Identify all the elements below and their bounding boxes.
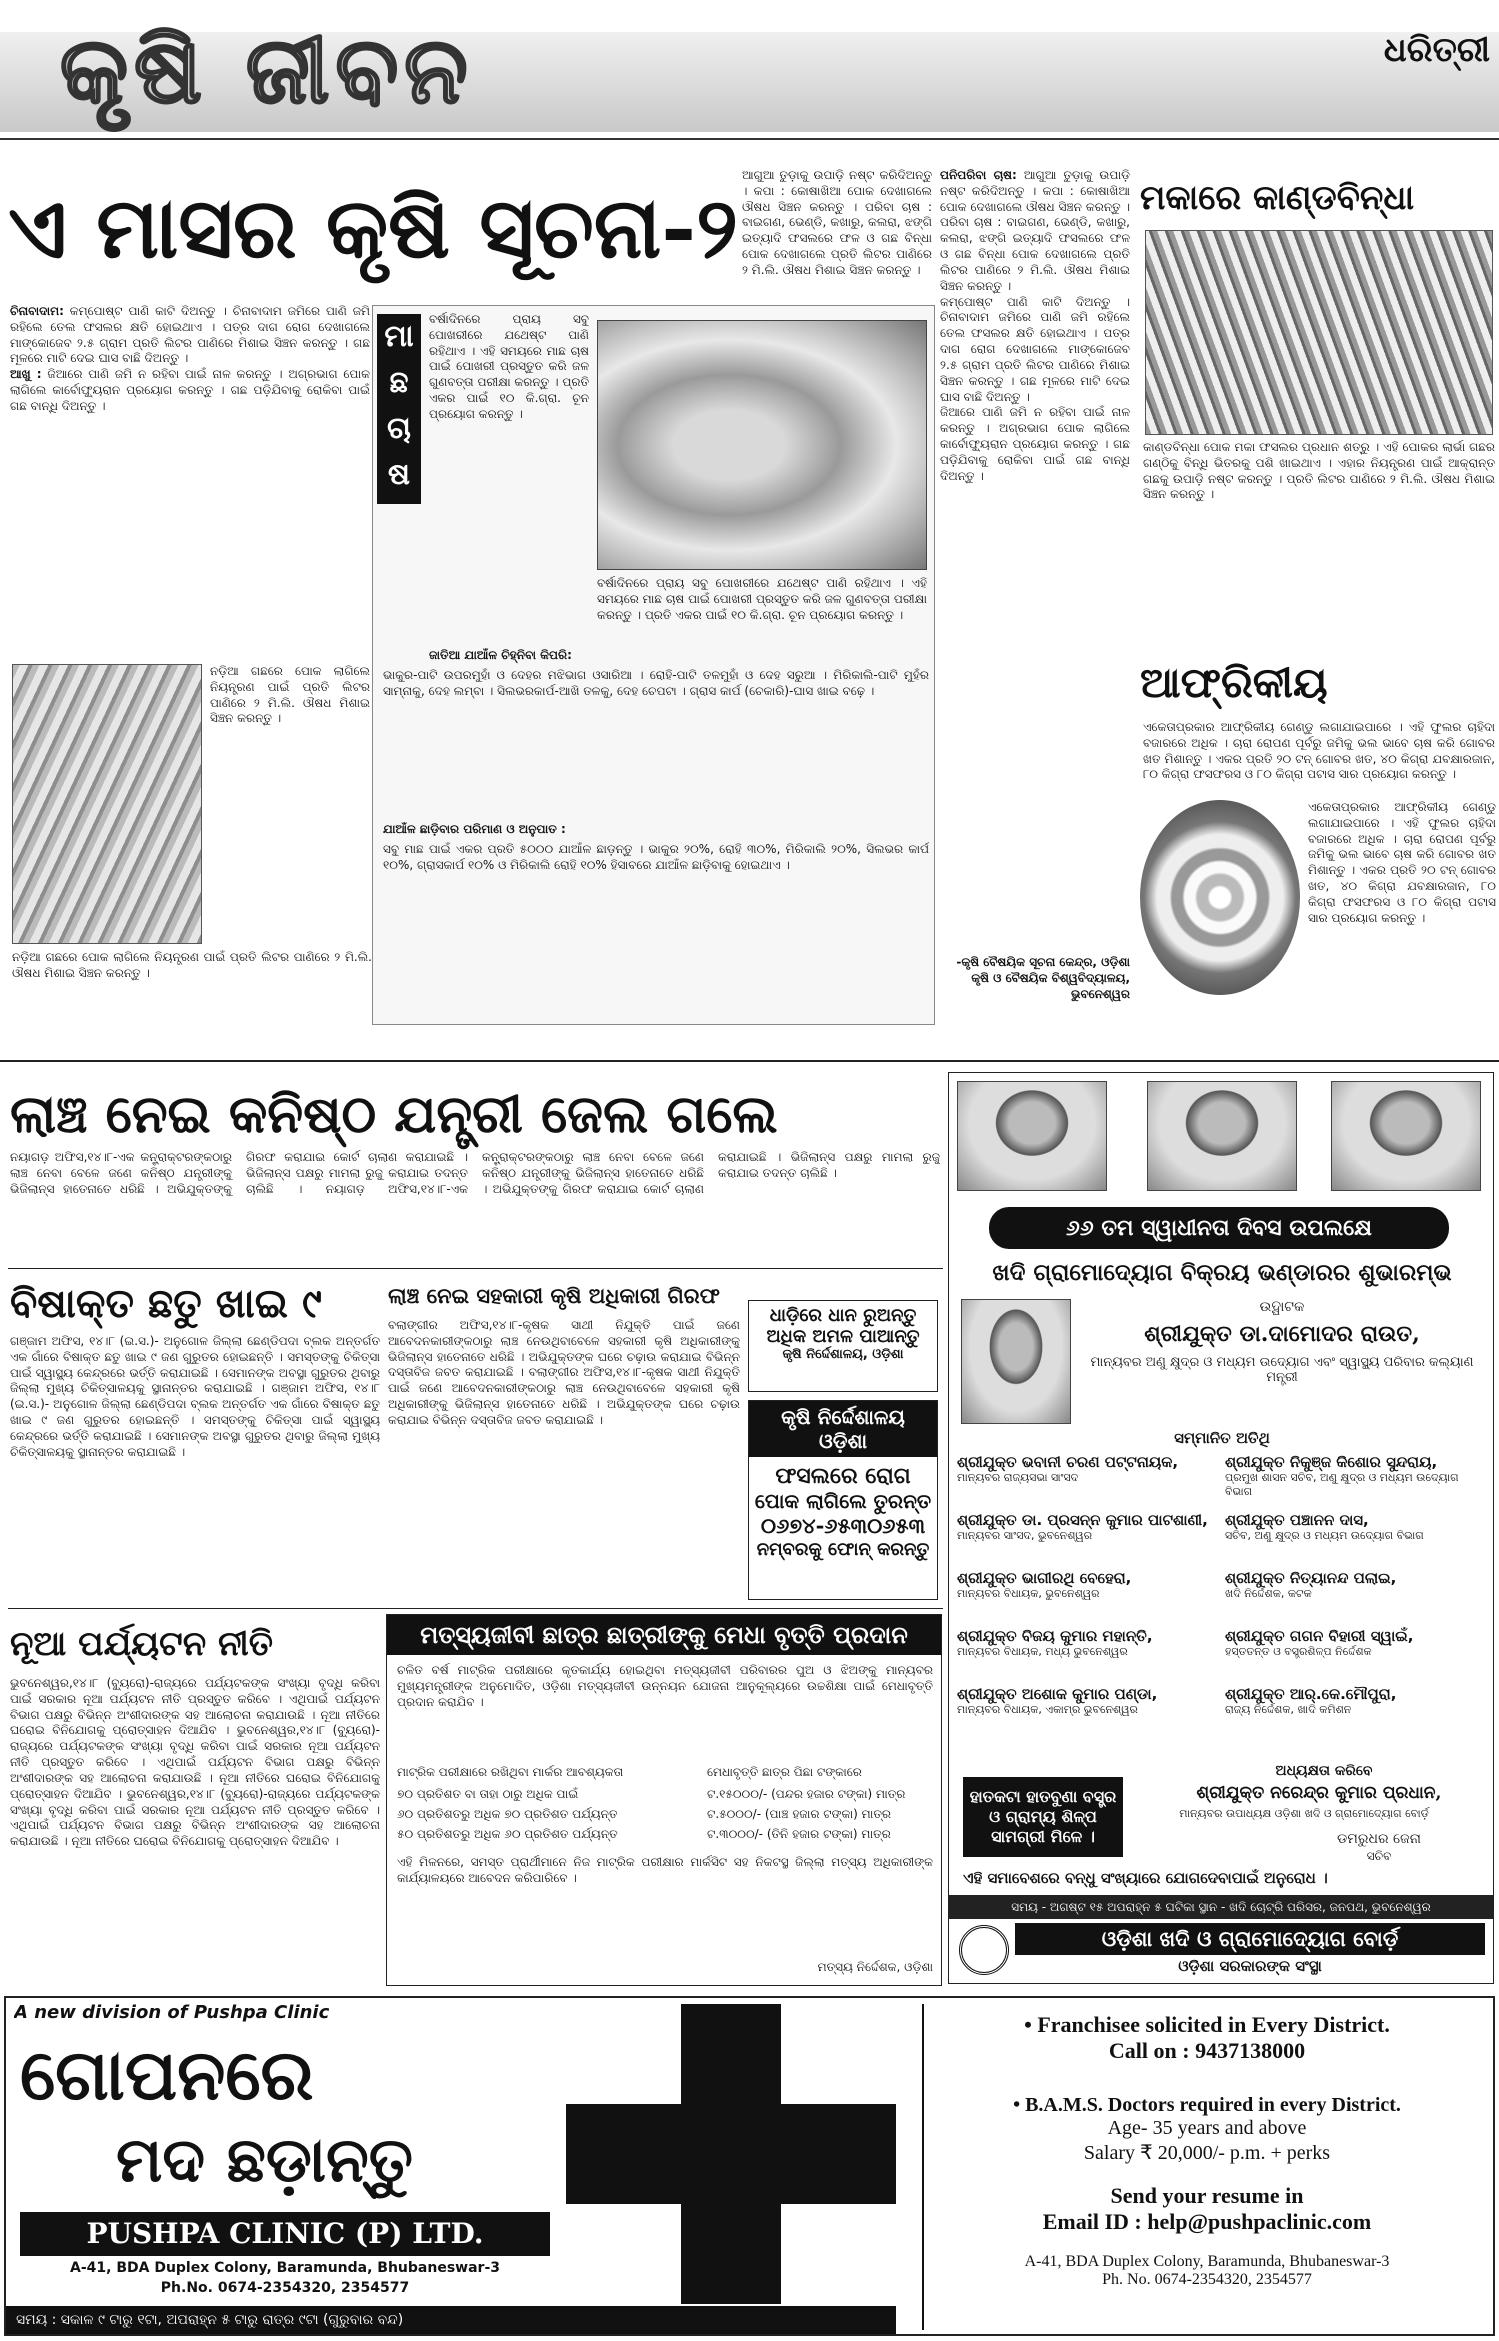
coconut-text: ନଡ଼ିଆ ଗଛରେ ପୋକ ଲାଗିଲେ ନିୟନ୍ତ୍ରଣ ପାଇଁ ପ୍ରତି ଲିଟର ପାଣିରେ ୨ ମି.ଲି. ଔଷଧ ମିଶାଇ ସିଞ୍ଚନ କରନ୍ତୁ । [210, 664, 370, 726]
medical-cross-icon [566, 2004, 896, 2304]
pushpa-headline-1: ଗୋପନରେ [20, 2033, 314, 2116]
section-title: କୃଷି ଜୀବନ [60, 16, 474, 124]
tourism-text: ଭୁବନେଶ୍ୱର,୧୪।୮ (ବ୍ୟୁରୋ)-ରାଜ୍ୟରେ ପର୍ଯ୍ୟଟକଙ୍କ ସଂଖ୍ୟା ବୃଦ୍ଧି କରିବା ପାଇଁ ସରକାର ନୂଆ ପର୍ଯ୍ୟଟନ ନୀତି ପ୍ରସ୍ତୁତ କରିବେ । ଏଥିପାଇଁ ପର୍ଯ୍ୟଟନ ବିଭାଗ ପକ୍ଷରୁ ବିଭିନ୍ନ ଅଂଶୀଦାରଙ୍କ ସହ ଆଲୋଚନା କରାଯାଉଛି । ନୂଆ ନୀତିରେ ଘରୋଇ ବିନିଯୋଗକୁ ପ୍ରୋତ୍ସାହନ ଦିଆଯିବ । ଭୁବନେଶ୍ୱର,୧୪।୮ (ବ୍ୟୁରୋ)-ରାଜ୍ୟରେ ପର୍ଯ୍ୟଟକଙ୍କ ସଂଖ୍ୟା ବୃଦ୍ଧି କରିବା ପାଇଁ ସରକାର ନୂଆ ପର୍ଯ୍ୟଟନ ନୀତି ପ୍ରସ୍ତୁତ କରିବେ । ଏଥିପାଇଁ ପର୍ଯ୍ୟଟନ ବିଭାଗ ପକ୍ଷରୁ ବିଭିନ୍ନ ଅଂଶୀଦାରଙ୍କ ସହ ଆଲୋଚନା କରାଯାଉଛି । ନୂଆ ନୀତିରେ ଘରୋଇ ବିନିଯୋଗକୁ ପ୍ରୋତ୍ସାହନ ଦିଆଯିବ । ଭୁବନେଶ୍ୱର,୧୪।୮ (ବ୍ୟୁରୋ)-ରାଜ୍ୟରେ ପର୍ଯ୍ୟଟକଙ୍କ ସଂଖ୍ୟା ବୃଦ୍ଧି କରିବା ପାଇଁ ସରକାର ନୂଆ ପର୍ଯ୍ୟଟନ ନୀତି ପ୍ରସ୍ତୁତ କରିବେ । ଏଥିପାଇଁ ପର୍ଯ୍ୟଟନ ବିଭାଗ ପକ୍ଷରୁ ବିଭିନ୍ନ ଅଂଶୀଦାରଙ୍କ ସହ ଆଲୋଚନା କରାଯାଉଛି । ନୂଆ ନୀତିରେ ଘରୋଇ ବିନିଯୋଗକୁ ପ୍ରୋତ୍ସାହନ ଦିଆଯିବ । [10, 1676, 380, 1849]
pushpa-headline-2: ମଦ ଛଡ଼ାନ୍ତୁ [116, 2123, 413, 2196]
fish-intro-2: ବର୍ଷାଦିନରେ ପ୍ରାୟ ସବୁ ପୋଖରୀରେ ଯଥେଷ୍ଟ ପାଣି ରହିଥାଏ । ଏହି ସମୟରେ ମାଛ ଚାଷ ପାଇଁ ପୋଖରୀ ପ୍ରସ୍ତୁତ କରି ଜଳ ଗୁଣବତ୍ତା ପରୀକ୍ଷା କରନ୍ତୁ । ପ୍ରତି ଏକର ପାଇଁ ୧୦ କି.ଗ୍ରା. ଚୂନ ପ୍ରୟୋଗ କରନ୍ତୁ । [597, 576, 927, 622]
mushroom-title: ବିଷାକ୍ତ ଛତୁ ଖାଇ ୯ [10, 1280, 322, 1327]
leader-portrait [1147, 1081, 1297, 1191]
fish-section [372, 305, 935, 1025]
scholarship-title: ମତ୍ସ୍ୟଜୀବୀ ଛାତ୍ର ଛାତ୍ରୀଙ୍କୁ ମେଧା ବୃତ୍ତି ପ୍ରଦାନ [387, 1615, 941, 1655]
franchise-line: • Franchisee solicited in Every District. [1024, 2012, 1390, 2037]
vegetable-text: ଆଗୁଆ ତୁଡ଼ାକୁ ଉପାଡ଼ି ନଷ୍ଟ କରିଦିଅନ୍ତୁ । କପା : କୋଷାଖିଆ ପୋକ ଦେଖାଗଲେ ଔଷଧ ସିଞ୍ଚନ କରନ୍ତୁ । ପରିବା ଚାଷ : ବାଇଗଣ, ଭେଣ୍ଡି, କଖାରୁ, କଲରା, ଝଙ୍ଗି ଇତ୍ୟାଦି ଫସଲରେ ଫଳ ଓ ଗଛ ବିନ୍ଧା ପୋକ ଦେଖାଗଲେ ପ୍ରତି ଲିଟର ପାଣିରେ ୨ ମି.ଲି. ଔଷଧ ମିଶାଇ ସିଞ୍ଚନ କରନ୍ତୁ । [940, 168, 1130, 293]
fish-subhead: ଜାତିଆ ଯାଆଁଳ ଚିହ୍ନିବା କିପରି: [429, 648, 572, 662]
fish-vertical-label: ମା ଛ ଚା ଷ [377, 314, 421, 504]
main-article-col3: ପନିପରିବା ଚାଷ: ଆଗୁଆ ତୁଡ଼ାକୁ ଉପାଡ଼ି ନଷ୍ଟ କରିଦିଅନ୍ତୁ । କପା : କୋଷାଖିଆ ପୋକ ଦେଖାଗଲେ ଔଷଧ ସିଞ୍ଚନ କରନ୍ତୁ । ପରିବା ଚାଷ : ବାଇଗଣ, ଭେଣ୍ଡି, କଖାରୁ, କଲରା, ଝଙ୍ଗି ଇତ୍ୟାଦି ଫସଲରେ ଫଳ ଓ ଗଛ ବିନ୍ଧା ପୋକ ଦେଖାଗଲେ ପ୍ରତି ଲିଟର ପାଣିରେ ୨ ମି.ଲି. ଔଷଧ ମିଶାଇ ସିଞ୍ଚନ କରନ୍ତୁ । କମ୍ପୋଷ୍ଟ ପାଣି କାଟି ଦିଅନ୍ତୁ । ଚିନାବାଦାମ ଜମିରେ ପାଣି ଜମି ରହିଲେ ତେଲ ଫସଲର କ୍ଷତି ହୋଇଥାଏ । ପତ୍ର ଦାଗ ରୋଗ ଦେଖାଗଲେ ମାଙ୍କୋଜେବ ୨.୫ ଗ୍ରାମ ପ୍ରତି ଲିଟର ପାଣିରେ ମିଶାଇ ସିଞ୍ଚନ କରନ୍ତୁ । ଗଛ ମୂଳରେ ମାଟି ଦେଇ ଘାସ ବାଛି ଦିଅନ୍ତୁ । ଜିଆରେ ପାଣି ଜମି ନ ରହିବା ପାଇଁ ନାଳ କରନ୍ତୁ । ଅଗ୍ରଭାଗ ପୋକ ଲାଗିଲେ କାର୍ବୋଫ୍ୟୁରାନ ପ୍ରୟୋଗ କରନ୍ତୁ । ଗଛ ପଡ଼ିଯିବାକୁ ରୋକିବା ପାଇଁ ଗଛ ବାନ୍ଧି ଦିଅନ୍ତୁ । [940, 168, 1130, 483]
email-line: Email ID : help@pushpaclinic.com [1042, 2209, 1372, 2234]
khadi-subtitle: ଖଦି ଗ୍ରାମୋଦ୍ୟୋଗ ବିକ୍ରୟ ଭଣ୍ଡାରର ଶୁଭାରମ୍ଭ [992, 1259, 1452, 1286]
vegetable-label: ପନିପରିବା ଚାଷ: [940, 168, 1017, 182]
gandhi-portrait [957, 1081, 1107, 1191]
main-article-col1 [10, 304, 370, 654]
invite-text: ଏହି ସମାବେଶରେ ବନ୍ଧୁ ସଂଖ୍ୟାରେ ଯୋଗଦେବାପାଇଁ ଅନୁରୋଧ । [963, 1869, 1328, 1887]
khadi-board: ଓଡ଼ିଶା ଖଦି ଓ ଗ୍ରାମୋଦ୍ୟୋଗ ବୋର୍ଡ଼ [1015, 1923, 1485, 1955]
coconut-text-2: ନଡ଼ିଆ ଗଛରେ ପୋକ ଲାଗିଲେ ନିୟନ୍ତ୍ରଣ ପାଇଁ ପ୍ରତି ଲିଟର ପାଣିରେ ୨ ମି.ଲି. ଔଷଧ ମିଶାଇ ସିଞ୍ଚନ କରନ୍ତୁ । [12, 950, 372, 980]
sugarcane-photo [12, 664, 202, 944]
marigold-photo [1140, 800, 1300, 995]
scholarship-intro: ଚଳିତ ବର୍ଷ ମାଟ୍ରିକ ପରୀକ୍ଷାରେ କୃତକାର୍ଯ୍ୟ ହୋଇଥିବା ମତ୍ସ୍ୟଜୀବୀ ପରିବାରର ପୁଅ ଓ ଝିଅଙ୍କୁ ମାନ୍ୟବର ମୁଖ୍ୟମନ୍ତ୍ରୀଙ୍କ ଅନୁମୋଦିତ, ଓଡ଼ିଶା ମତ୍ସ୍ୟଜୀବୀ ଉନ୍ନୟନ ଯୋଜନା ଆନୁକୂଲ୍ୟରେ ଉଚ୍ଚଶିକ୍ଷା ପାଇଁ ମେଧାବୃତ୍ତି ପ୍ରଦାନ କରାଯିବ । [397, 1663, 933, 1709]
marigold-text-2: ଏକେତାପ୍ରକାର ଆଫ୍ରିକୀୟ ଗେଣ୍ଡୁ ଲଗାଯାଇପାରେ । ଏହି ଫୁଲର ଚାହିଦା ବଜାରରେ ଅଧିକ । ଚାରା ରୋପଣ ପୂର୍ବରୁ ଜମିକୁ ଭଲ ଭାବେ ଚାଷ କରି ଗୋବର ଖତ ମିଶାନ୍ତୁ । ଏକର ପ୍ରତି ୨୦ ଟନ୍ ଗୋବର ଖତ, ୪୦ କିଗ୍ରା ଯବକ୍ଷାରଜାନ, ୮୦ କିଗ୍ରା ଫସଫରସ ଓ ୮୦ କିଗ୍ରା ପଟାସ ସାର ପ୍ରୟୋଗ କରନ୍ତୁ । [1308, 800, 1496, 925]
fish-intro: ବର୍ଷାଦିନରେ ପ୍ରାୟ ସବୁ ପୋଖରୀରେ ଯଥେଷ୍ଟ ପାଣି ରହିଥାଏ । ଏହି ସମୟରେ ମାଛ ଚାଷ ପାଇଁ ପୋଖରୀ ପ୍ରସ୍ତୁତ କରି ଜଳ ଗୁଣବତ୍ତା ପରୀକ୍ଷା କରନ୍ତୁ । ପ୍ରତି ଏକର ପାଇଁ ୧୦ କି.ଗ୍ରା. ଚୂନ ପ୍ରୟୋଗ କରନ୍ତୁ । [429, 312, 589, 421]
marigold-text: ଏକେତାପ୍ରକାର ଆଫ୍ରିକୀୟ ଗେଣ୍ଡୁ ଲଗାଯାଇପାରେ । ଏହି ଫୁଲର ଚାହିଦା ବଜାରରେ ଅଧିକ । ଚାରା ରୋପଣ ପୂର୍ବରୁ ଜମିକୁ ଭଲ ଭାବେ ଚାଷ କରି ଗୋବର ଖତ ମିଶାନ୍ତୁ । ଏକର ପ୍ରତି ୨୦ ଟନ୍ ଗୋବର ଖତ, ୪୦ କିଗ୍ରା ଯବକ୍ଷାରଜାନ, ୮୦ କିଗ୍ରା ଫସଫରସ ଓ ୮୦ କିଗ୍ରା ପଟାସ ସାର ପ୍ରୟୋଗ କରନ୍ତୁ । [1143, 720, 1495, 782]
bribe-text: ନୟାଗଡ଼ ଅଫିସ,୧୪।୮-ଏକ କନ୍ଟ୍ରାକ୍ଟରଙ୍କଠାରୁ ଲାଞ୍ଚ ନେବା ବେଳେ ଜଣେ କନିଷ୍ଠ ଯନ୍ତ୍ରୀଙ୍କୁ ଭିଜିଲାନ୍ସ ହାତେନାତେ ଧରିଛି । ଅଭିଯୁକ୍ତଙ୍କୁ ଗିରଫ କରାଯାଇ କୋର୍ଟ ଚାଲାଣ କରାଯାଇଛି । ଭିଜିଲାନ୍ସ ପକ୍ଷରୁ ମାମଲା ରୁଜୁ କରାଯାଇ ତଦନ୍ତ ଚାଲିଛି । ନୟାଗଡ଼ ଅଫିସ,୧୪।୮-ଏକ କନ୍ଟ୍ରାକ୍ଟରଙ୍କଠାରୁ ଲାଞ୍ଚ ନେବା ବେଳେ ଜଣେ କନିଷ୍ଠ ଯନ୍ତ୍ରୀଙ୍କୁ ଭିଜିଲାନ୍ସ ହାତେନାତେ ଧରିଛି । ଅଭିଯୁକ୍ତଙ୍କୁ ଗିରଫ କରାଯାଇ କୋର୍ଟ ଚାଲାଣ କରାଯାଇଛି । ଭିଜିଲାନ୍ସ ପକ୍ଷରୁ ମାମଲା ରୁଜୁ କରାଯାଇ ତଦନ୍ତ ଚାଲିଛି । [10, 1150, 940, 1196]
guest-list: ଶ୍ରୀଯୁକ୍ତ ଭବାନୀ ଚରଣ ପଟ୍ଟନାୟକ, ମାନ୍ୟବର ରାଜ୍ୟସଭା ସାଂସଦ ଶ୍ରୀଯୁକ୍ତ ନିକୁଞ୍ଜ କିଶୋର ସୁନ୍ଦରାୟ, ପ୍ରମୁଖ ଶାସନ ସଚିବ, ଅଣୁ କ୍ଷୁଦ୍ର ଓ ମଧ୍ୟମ ଉଦ୍ୟୋଗ ବିଭାଗ ଶ୍ରୀଯୁକ୍ତ ଡା. ପ୍ରସନ୍ନ କୁମାର ପାଟଶାଣୀ, ମାନ୍ୟବର ସାଂସଦ, ଭୁବନେଶ୍ୱର ଶ୍ରୀଯୁକ୍ତ ପଞ୍ଚାନନ ଦାସ, ସଚିବ, ଅଣୁ କ୍ଷୁଦ୍ର ଓ ମଧ୍ୟମ ଉଦ୍ୟୋଗ ବିଭାଗ ଶ୍ରୀଯୁକ୍ତ ଭାଗୀରଥି ବେହେରା, ମାନ୍ୟବର ବିଧାୟକ, ଭୁବନେଶ୍ୱର ଶ୍ରୀଯୁକ୍ତ ନିତ୍ୟାନନ୍ଦ ପଲାଇ, ଖଦି ନିର୍ଦ୍ଦେଶକ, କଟକ ଶ୍ରୀଯୁକ୍ତ ବିଜୟ କୁମାର ମହାନ୍ତି, ମାନ୍ୟବର ବିଧାୟକ, ମଧ୍ୟ ଭୁବନେଶ୍ୱର ଶ୍ରୀଯୁକ୍ତ ଗଗନ ବିହାରୀ ସ୍ୱାଇଁ, ହସ୍ତତନ୍ତ ଓ ବସ୍ତ୍ରଶିଳ୍ପ ନିର୍ଦ୍ଦେଶକ ଶ୍ରୀଯୁକ୍ତ ଅଶୋକ କୁମାର ପଣ୍ଡା, ମାନ୍ୟବର ବିଧାୟକ, ଏକାମ୍ର ଭୁବନେଶ୍ୱର ଶ୍ରୀଯୁକ୍ତ ଆର୍.କେ.ମୌପୁରା, ରାଜ୍ୟ ନିର୍ଦ୍ଦେଶକ, ଖାଦି କମିଶନ [957, 1453, 1459, 1716]
pushpa-tagline: A new division of Pushpa Clinic [14, 2002, 330, 2023]
maize-photo [1145, 230, 1493, 435]
scholarship-row: ୭୦ ପ୍ରତିଶତ ବା ତାହା ଠାରୁ ଅଧିକ ପାଇଁ [397, 1787, 579, 1801]
main-article-col3-top: ଆଗୁଆ ତୁଡ଼ାକୁ ଉପାଡ଼ି ନଷ୍ଟ କରିଦିଅନ୍ତୁ । କପା : କୋଷାଖିଆ ପୋକ ଦେଖାଗଲେ ଔଷଧ ସିଞ୍ଚନ କରନ୍ତୁ । ପରିବା ଚାଷ : ବାଇଗଣ, ଭେଣ୍ଡି, କଖାରୁ, କଲରା, ଝଙ୍ଗି ଇତ୍ୟାଦି ଫସଲରେ ଫଳ ଓ ଗଛ ବିନ୍ଧା ପୋକ ଦେଖାଗଲେ ପ୍ରତି ଲିଟର ପାଣିରେ ୨ ମି.ଲି. ଔଷଧ ମିଶାଇ ସିଞ୍ଚନ କରନ୍ତୁ । [742, 168, 932, 277]
time-place: ସମୟ - ଅଗଷ୍ଟ ୧୫ ଅପରାହ୍ନ ୫ ଘଟିକା ସ୍ଥାନ - ଖଦି ଚୋଟ୍ରି ପରିସର, ଜନପଥ, ଭୁବନେଶ୍ୱର [949, 1895, 1493, 1919]
khadi-banner: ୬୬ ତମ ସ୍ୱାଧୀନତା ଦିବସ ଉପଲକ୍ଷେ [989, 1207, 1449, 1249]
president-name: ଶ୍ରୀଯୁକ୍ତ ନରେନ୍ଦ୍ର କୁମାର ପ୍ରଧାନ, [1196, 1783, 1442, 1803]
khadi-board-logo [959, 1925, 1009, 1975]
fish-subhead-2: ଯାଆଁଳ ଛାଡ଼ିବାର ପରିମାଣ ଓ ଅନୁପାତ : [383, 822, 566, 836]
inaugurator-photo [961, 1299, 1071, 1424]
pushpa-timing: ସମୟ : ସକାଳ ୯ ଟାରୁ ୧ଟା, ଅପରାହ୍ନ ୫ ଟାରୁ ରାତ୍ର ୯ଟା (ଗୁରୁବାର ବନ୍ଦ) [6, 2306, 896, 2334]
arrest-text: ବଲାଙ୍ଗୀର ଅଫିସ,୧୪।୮-କୃଷକ ସାଥୀ ନିଯୁକ୍ତି ପାଇଁ ଜଣେ ଆବେଦନକାରୀଙ୍କଠାରୁ ଲାଞ୍ଚ ନେଉଥିବାବେଳେ ସହକାରୀ କୃଷି ଅଧିକାରୀଙ୍କୁ ଭିଜିଲାନ୍ସ ହାତେନାତେ ଧରିଛି । ଅଭିଯୁକ୍ତଙ୍କ ଘରେ ଚଢ଼ାଉ କରାଯାଇ ବିଭିନ୍ନ ଦସ୍ତାବିଜ ଜବତ କରାଯାଇଛି । ବଲାଙ୍ଗୀର ଅଫିସ,୧୪।୮-କୃଷକ ସାଥୀ ନିଯୁକ୍ତି ପାଇଁ ଜଣେ ଆବେଦନକାରୀଙ୍କଠାରୁ ଲାଞ୍ଚ ନେଉଥିବାବେଳେ ସହକାରୀ କୃଷି ଅଧିକାରୀଙ୍କୁ ଭିଜିଲାନ୍ସ ହାତେନାତେ ଧରିଛି । ଅଭିଯୁକ୍ତଙ୍କ ଘରେ ଚଢ଼ାଉ କରାଯାଇ ବିଭିନ୍ନ ଦସ୍ତାବିଜ ଜବତ କରାଯାଇଛି । [388, 1318, 740, 1427]
scholarship-row: ୫୦ ପ୍ରତିଶତରୁ ଅଧିକ ୬୦ ପ୍ରତିଶତ ପର୍ଯ୍ୟନ୍ତ [397, 1827, 618, 1841]
scholarship-footer: ଏହି ମିଳନରେ, ସମସ୍ତ ପ୍ରାର୍ଥୀମାନେ ନିଜ ମାଟ୍ରିକ ପରୀକ୍ଷାର ମାର୍କସିଟ ସହ ନିକଟସ୍ଥ ଜିଲ୍ଲା ମତ୍ସ୍ୟ ଅଧିକାରୀଙ୍କ କାର୍ଯ୍ୟାଳୟରେ ଆବେଦନ କରିପାରିବେ । [397, 1855, 933, 1885]
maize-title: ମକାରେ କାଣ୍ଡବିନ୍ଧା [1140, 178, 1415, 218]
main-article-byline: -କୃଷି ବୈଷୟିକ ସୂଚନା କେନ୍ଦ୍ର, ଓଡ଼ିଶା କୃଷି ଓ ବୈଷୟିକ ବିଶ୍ୱବିଦ୍ୟାଳୟ, ଭୁବନେଶ୍ୱର [956, 955, 1130, 1001]
marigold-title: ଆଫ୍ରିକୀୟ [1140, 658, 1328, 707]
pushpa-ad: A new division of Pushpa Clinic ଗୋପନରେ ମଦ ଛଡ଼ାନ୍ତୁ PUSHPA CLINIC (P) LTD. A-41, BDA Duplex Colony, Baramunda, Bhubaneswar-3 Ph.No. 0674-2354320, 2354577 ସମୟ : ସକାଳ ୯ ଟାରୁ ୧ଟା, ଅପରାହ୍ନ ୫ ଟାରୁ ରାତ୍ର ୯ଟା (ଗୁରୁବାର ବନ୍ଦ) • Franchisee solicited in Every District. Call on : 9437138000 • B.A.M.S. Doctors required in every District. Age- 35 years and above Salary ₹ 20,000/- p.m. + perks Send your resume in Email ID : help@pushpaclinic.com A-41, BDA Duplex Colony, Baramunda, Bhubaneswar-3 Ph. No. 0674-2354320, 2354577 [4, 1996, 1495, 2336]
arrest-title: ଲାଞ୍ଚ ନେଇ ସହକାରୀ କୃଷି ଅଧିକାରୀ ଗିରଫ [388, 1283, 720, 1308]
paddy-box: ଧାଡ଼ିରେ ଧାନ ରୁଅନ୍ତୁ ଅଧିକ ଅମଳ ପାଆନ୍ତୁ କୃଷି ନିର୍ଦ୍ଦେଶାଳୟ, ଓଡ଼ିଶା [748, 1300, 938, 1392]
maize-text: କାଣ୍ଡବିନ୍ଧା ପୋକ ମକା ଫସଲର ପ୍ରଧାନ ଶତ୍ରୁ । ଏହି ପୋକର ଲାର୍ଭା ଗଛର ଗଣ୍ଠିକୁ ବିନ୍ଧି ଭିତରକୁ ପଶି ଖାଇଥାଏ । ଏହାର ନିୟନ୍ତ୍ରଣ ପାଇଁ ଆକ୍ରାନ୍ତ ଗଛକୁ ଉପାଡ଼ି ନଷ୍ଟ କରନ୍ତୁ । ପ୍ରତି ଲିଟର ପାଣିରେ ୨ ମି.ଲି. ଔଷଧ ମିଶାଇ ସିଞ୍ଚନ କରନ୍ତୁ । [1143, 440, 1495, 502]
fish-body-2: ସବୁ ମାଛ ପାଇଁ ଏକର ପ୍ରତି ୫୦୦୦ ଯାଆଁଳ ଛାଡ଼ନ୍ତୁ । ଭାକୁର ୨୦%, ରୋହି ୩୦%, ମିରିକାଲି ୨୦%, ସିଲଭର କାର୍ପ ୧୦%, ଗ୍ରାସକାର୍ପ ୧୦% ଓ ମିରିକାଲି ରୋହି ୧୦% ହିସାବରେ ଯାଆଁଳ ଛାଡ଼ିବାକୁ ହୋଇଥାଏ । [383, 842, 929, 872]
sugarcane-label: ଆଖୁ : [10, 367, 42, 382]
scholarship-sign: ମତ୍ସ୍ୟ ନିର୍ଦ୍ଦେଶକ, ଓଡ଼ିଶା [817, 1960, 933, 1974]
scholarship-notice: ମତ୍ସ୍ୟଜୀବୀ ଛାତ୍ର ଛାତ୍ରୀଙ୍କୁ ମେଧା ବୃତ୍ତି ପ୍ରଦାନ ଚଳିତ ବର୍ଷ ମାଟ୍ରିକ ପରୀକ୍ଷାରେ କୃତକାର୍ଯ୍ୟ ହୋଇଥିବା ମତ୍ସ୍ୟଜୀବୀ ପରିବାରର ପୁଅ ଓ ଝିଅଙ୍କୁ ମାନ୍ୟବର ମୁଖ୍ୟମନ୍ତ୍ରୀଙ୍କ ଅନୁମୋଦିତ, ଓଡ଼ିଶା ମତ୍ସ୍ୟଜୀବୀ ଉନ୍ନୟନ ଯୋଜନା ଆନୁକୂଲ୍ୟରେ ଉଚ୍ଚଶିକ୍ଷା ପାଇଁ ମେଧାବୃତ୍ତି ପ୍ରଦାନ କରାଯିବ । ମାଟ୍ରିକ ପରୀକ୍ଷାରେ ରଖିଥିବା ମାର୍କର ଆବଶ୍ୟକତା ମେଧାବୃତ୍ତି ଛାତ୍ର ପିଛା ଟଙ୍କାରେ ୭୦ ପ୍ରତିଶତ ବା ତାହା ଠାରୁ ଅଧିକ ପାଇଁ ଟ.୧୫୦୦୦/- (ପନ୍ଦର ହଜାର ଟଙ୍କା) ମାତ୍ର ୬୦ ପ୍ରତିଶତରୁ ଅଧିକ ୭୦ ପ୍ରତିଶତ ପର୍ଯ୍ୟନ୍ତ ଟ.୫୦୦୦/- (ପାଞ୍ଚ ହଜାର ଟଙ୍କା) ମାତ୍ର ୫୦ ପ୍ରତିଶତରୁ ଅଧିକ ୬୦ ପ୍ରତିଶତ ପର୍ଯ୍ୟନ୍ତ ଟ.୩୦୦୦/- (ତିନି ହଜାର ଟଙ୍କା) ମାତ୍ର ଏହି ମିଳନରେ, ସମସ୍ତ ପ୍ରାର୍ଥୀମାନେ ନିଜ ମାଟ୍ରିକ ପରୀକ୍ଷାର ମାର୍କସିଟ ସହ ନିକଟସ୍ଥ ଜିଲ୍ଲା ମତ୍ସ୍ୟ ଅଧିକାରୀଙ୍କ କାର୍ଯ୍ୟାଳୟରେ ଆବେଦନ କରିପାରିବେ । ମତ୍ସ୍ୟ ନିର୍ଦ୍ଦେଶକ, ଓଡ଼ିଶା [386, 1614, 942, 1986]
fish-photo [597, 320, 927, 570]
masthead [0, 0, 1499, 140]
scholarship-row: ୬୦ ପ୍ରତିଶତରୁ ଅଧିକ ୭୦ ପ୍ରତିଶତ ପର୍ଯ୍ୟନ୍ତ [397, 1807, 618, 1821]
handloom-box: ହାତକଟା ହାତବୁଣା ବସ୍ତ୍ର ଓ ଗ୍ରାମ୍ୟ ଶିଳ୍ପ ସାମଗ୍ରୀ ମିଳେ । [963, 1777, 1123, 1857]
inaugurator-name: ଶ୍ରୀଯୁକ୍ତ ଡା.ଦାମୋଦର ରାଉତ, [1144, 1321, 1420, 1347]
fish-body: ଭାକୁର-ପାଟି ଉପରମୁହାଁ ଓ ଦେହର ମଝିଭାଗ ଓସାରିଆ । ରୋହି-ପାଟି ତଳମୁହାଁ ଓ ଦେହ ସରୁଆ । ମିରିକାଲି-ପାଟି ମୁହଁର ସାମ୍ନାକୁ, ଦେହ ଲମ୍ବା । ସିଲଭରକାର୍ପ-ଆଖି ତଳକୁ, ଦେହ ଚେପଟା । ଗ୍ରାସ କାର୍ପ (ଚେକାରି)-ଘାସ ଖାଇ ବଢ଼େ । [383, 668, 929, 698]
chief-minister-portrait [1331, 1081, 1481, 1191]
cashew-label: ଚିନାବାଦାମ: [10, 304, 64, 318]
paper-name: ଧରିତ୍ରୀ [1383, 30, 1490, 70]
franchise-phone: Call on : 9437138000 [1108, 2038, 1306, 2063]
mushroom-text: ଗଞ୍ଜାମ ଅଫିସ, ୧୪।୮ (ଇ.ସ.)- ଅନୁଗୋଳ ଜିଲ୍ଲା ଛେଣ୍ଡିପଦା ବ୍ଲକ ଅନ୍ତର୍ଗତ ଏକ ଗାଁରେ ବିଷାକ୍ତ ଛତୁ ଖାଇ ୯ ଜଣ ଗୁରୁତର ହୋଇଛନ୍ତି । ସମସ୍ତଙ୍କୁ ଚିକିତ୍ସା ପାଇଁ ସ୍ୱାସ୍ଥ୍ୟ କେନ୍ଦ୍ରରେ ଭର୍ତ୍ତି କରାଯାଇଛି । ସେମାନଙ୍କ ଅବସ୍ଥା ଗୁରୁତର ଥିବାରୁ ଜିଲ୍ଲା ମୁଖ୍ୟ ଚିକିତ୍ସାଳୟକୁ ସ୍ଥାନାନ୍ତର କରାଯାଇଛି । ଗଞ୍ଜାମ ଅଫିସ, ୧୪।୮ (ଇ.ସ.)- ଅନୁଗୋଳ ଜିଲ୍ଲା ଛେଣ୍ଡିପଦା ବ୍ଲକ ଅନ୍ତର୍ଗତ ଏକ ଗାଁରେ ବିଷାକ୍ତ ଛତୁ ଖାଇ ୯ ଜଣ ଗୁରୁତର ହୋଇଛନ୍ତି । ସମସ୍ତଙ୍କୁ ଚିକିତ୍ସା ପାଇଁ ସ୍ୱାସ୍ଥ୍ୟ କେନ୍ଦ୍ରରେ ଭର୍ତ୍ତି କରାଯାଇଛି । ସେମାନଙ୍କ ଅବସ୍ଥା ଗୁରୁତର ଥିବାରୁ ଜିଲ୍ଲା ମୁଖ୍ୟ ଚିକିତ୍ସାଳୟକୁ ସ୍ଥାନାନ୍ତର କରାଯାଇଛି । [10, 1334, 380, 1459]
main-article-title: ଏ ମାସର କୃଷି ସୂଚନା-୨ [8, 178, 738, 277]
helpline-box: କୃଷି ନିର୍ଦ୍ଦେଶାଳୟ ଓଡ଼ିଶା ଫସଲରେ ରୋଗ ପୋକ ଲାଗିଲେ ତୁରନ୍ତ ୦୬୭୪-୬୫୩୦୬୫୩ ନମ୍ବରକୁ ଫୋନ୍ କରନ୍ତୁ [748, 1400, 938, 1600]
sugarcane-text: ଜିଆରେ ପାଣି ଜମି ନ ରହିବା ପାଇଁ ନାଳ କରନ୍ତୁ । ଅଗ୍ରଭାଗ ପୋକ ଲାଗିଲେ କାର୍ବୋଫ୍ୟୁରାନ ପ୍ରୟୋଗ କରନ୍ତୁ । ଗଛ ପଡ଼ିଯିବାକୁ ରୋକିବା ପାଇଁ ଗଛ ବାନ୍ଧି ଦିଅନ୍ତୁ । [10, 367, 370, 413]
tourism-title: ନୂଆ ପର୍ଯ୍ୟଟନ ନୀତି [10, 1624, 274, 1664]
khadi-ad: ୬୬ ତମ ସ୍ୱାଧୀନତା ଦିବସ ଉପଲକ୍ଷେ ଖଦି ଗ୍ରାମୋଦ୍ୟୋଗ ବିକ୍ରୟ ଭଣ୍ଡାରର ଶୁଭାରମ୍ଭ ଉଦ୍ଘାଟକ ଶ୍ରୀଯୁକ୍ତ ଡା.ଦାମୋଦର ରାଉତ, ମାନ୍ୟବର ଅଣୁ କ୍ଷୁଦ୍ର ଓ ମଧ୍ୟମ ଉଦ୍ୟୋଗ ଏବଂ ସ୍ୱାସ୍ଥ୍ୟ ପରିବାର କଲ୍ୟାଣ ମନ୍ତ୍ରୀ ସମ୍ମାନିତ ଅତିଥି ଶ୍ରୀଯୁକ୍ତ ଭବାନୀ ଚରଣ ପଟ୍ଟନାୟକ, ମାନ୍ୟବର ରାଜ୍ୟସଭା ସାଂସଦ ଶ୍ରୀଯୁକ୍ତ ନିକୁଞ୍ଜ କିଶୋର ସୁନ୍ଦରାୟ, ପ୍ରମୁଖ ଶାସନ ସଚିବ, ଅଣୁ କ୍ଷୁଦ୍ର ଓ ମଧ୍ୟମ ଉଦ୍ୟୋଗ ବିଭାଗ ଶ୍ରୀଯୁକ୍ତ ଡା. ପ୍ରସନ୍ନ କୁମାର ପାଟଶାଣୀ, ମାନ୍ୟବର ସାଂସଦ, ଭୁବନେଶ୍ୱର ଶ୍ରୀଯୁକ୍ତ ପଞ୍ଚାନନ ଦାସ, ସଚିବ, ଅଣୁ କ୍ଷୁଦ୍ର ଓ ମଧ୍ୟମ ଉଦ୍ୟୋଗ ବିଭାଗ ଶ୍ରୀଯୁକ୍ତ ଭାଗୀରଥି ବେହେରା, ମାନ୍ୟବର ବିଧାୟକ, ଭୁବନେଶ୍ୱର ଶ୍ରୀଯୁକ୍ତ ନିତ୍ୟାନନ୍ଦ ପଲାଇ, ଖଦି ନିର୍ଦ୍ଦେଶକ, କଟକ ଶ୍ରୀଯୁକ୍ତ ବିଜୟ କୁମାର ମହାନ୍ତି, ମାନ୍ୟବର ବିଧାୟକ, ମଧ୍ୟ ଭୁବନେଶ୍ୱର ଶ୍ରୀଯୁକ୍ତ ଗଗନ ବିହାରୀ ସ୍ୱାଇଁ, ହସ୍ତତନ୍ତ ଓ ବସ୍ତ୍ରଶିଳ୍ପ ନିର୍ଦ୍ଦେଶକ ଶ୍ରୀଯୁକ୍ତ ଅଶୋକ କୁମାର ପଣ୍ଡା, ମାନ୍ୟବର ବିଧାୟକ, ଏକାମ୍ର ଭୁବନେଶ୍ୱର ଶ୍ରୀଯୁକ୍ତ ଆର୍.କେ.ମୌପୁରା, ରାଜ୍ୟ ନିର୍ଦ୍ଦେଶକ, ଖାଦି କମିଶନ ଅଧ୍ୟକ୍ଷତା କରିବେ ଶ୍ରୀଯୁକ୍ତ ନରେନ୍ଦ୍ର କୁମାର ପ୍ରଧାନ, ମାନ୍ୟବର ଉପାଧ୍ୟକ୍ଷ ଓଡ଼ିଶା ଖଦି ଓ ଗ୍ରାମୋଦ୍ୟୋଗ ବୋର୍ଡ଼ ଡମରୁଧର ଜେନା ସଚିବ ହାତକଟା ହାତବୁଣା ବସ୍ତ୍ର ଓ ଗ୍ରାମ୍ୟ ଶିଳ୍ପ ସାମଗ୍ରୀ ମିଳେ । ଏହି ସମାବେଶରେ ବନ୍ଧୁ ସଂଖ୍ୟାରେ ଯୋଗଦେବାପାଇଁ ଅନୁରୋଧ । ସମୟ - ଅଗଷ୍ଟ ୧୫ ଅପରାହ୍ନ ୫ ଘଟିକା ସ୍ଥାନ - ଖଦି ଚୋଟ୍ରି ପରିସର, ଜନପଥ, ଭୁବନେଶ୍ୱର ଓଡ଼ିଶା ଖଦି ଓ ଗ୍ରାମୋଦ୍ୟୋଗ ବୋର୍ଡ଼ ଓଡ଼ିଶା ସରକାରଙ୍କ ସଂସ୍ଥା [948, 1072, 1494, 1984]
pushpa-clinic-name: PUSHPA CLINIC (P) LTD. [20, 2212, 550, 2256]
cashew-text: କମ୍ପୋଷ୍ଟ ପାଣି କାଟି ଦିଅନ୍ତୁ । ଚିନାବାଦାମ ଜମିରେ ପାଣି ଜମି ରହିଲେ ତେଲ ଫସଲର କ୍ଷତି ହୋଇଥାଏ । ପତ୍ର ଦାଗ ରୋଗ ଦେଖାଗଲେ ମାଙ୍କୋଜେବ ୨.୫ ଗ୍ରାମ ପ୍ରତି ଲିଟର ପାଣିରେ ମିଶାଇ ସିଞ୍ଚନ କରନ୍ତୁ । ଗଛ ମୂଳରେ ମାଟି ଦେଇ ଘାସ ବାଛି ଦିଅନ୍ତୁ । [10, 304, 370, 366]
bribe-title: ଲାଞ୍ଚ ନେଇ କନିଷ୍ଠ ଯନ୍ତ୍ରୀ ଜେଲ ଗଲେ [10, 1084, 778, 1145]
